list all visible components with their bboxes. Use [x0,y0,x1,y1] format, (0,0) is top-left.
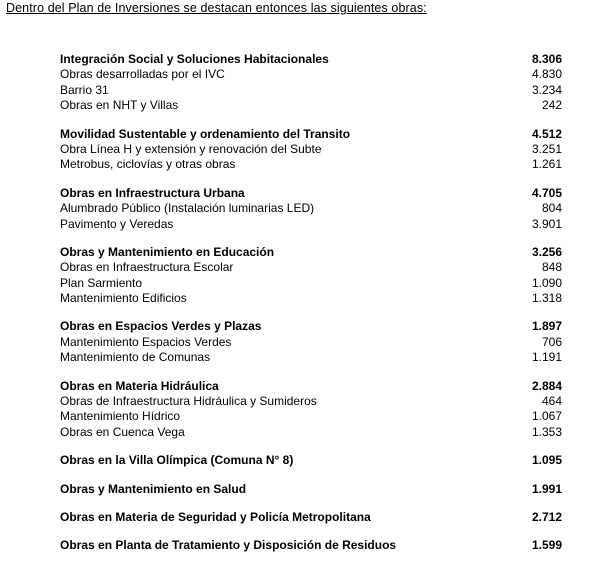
item-row [60,350,562,365]
group-total: 3.256 [531,244,562,259]
item-value: 1.318 [531,291,562,306]
group-title: Obras en Planta de Tratamiento y Disposición de Residuos [60,538,397,553]
works-group [60,482,562,497]
group-header-row [60,379,562,394]
item-label: Mantenimiento de Comunas [60,350,211,365]
group-title: Obras y Mantenimiento en Educación [60,244,275,259]
group-title: Obras en la Villa Olímpica (Comuna N° 8) [60,453,294,468]
group-total: 1.599 [531,538,562,553]
group-title: Obras en Materia de Seguridad y Policía Metropolitana [60,509,371,524]
group-header-row [60,510,562,525]
works-group [60,245,562,307]
item-value: 464 [541,394,562,409]
item-value: 1.261 [531,157,562,172]
item-value: 1.090 [531,275,562,290]
item-row [60,291,562,306]
item-label: Obras en NHT y Villas [60,98,179,113]
works-group [60,510,562,525]
item-label: Pavimento y Veredas [60,216,174,231]
group-header-row [60,482,562,497]
group-title: Obras en Espacios Verdes y Plazas [60,319,262,334]
item-row [60,201,562,216]
item-label: Mantenimiento Espacios Verdes [60,334,232,349]
item-label: Obra Línea H y extensión y renovación del Subte [60,141,322,156]
item-value: 706 [541,334,562,349]
item-label: Obras de Infraestructura Hidráulica y Sumideros [60,394,317,409]
works-group [60,538,562,553]
item-row [60,83,562,98]
item-value: 3.251 [531,141,562,156]
group-total: 2.884 [531,378,562,393]
works-table [60,52,562,567]
item-label: Metrobus, ciclovías y otras obras [60,157,236,172]
item-row [60,142,562,157]
item-value: 848 [541,260,562,275]
group-title: Movilidad Sustentable y ordenamiento del Transito [60,126,351,141]
works-group [60,379,562,441]
works-group [60,453,562,468]
group-header-row [60,245,562,260]
item-value: 3.901 [531,216,562,231]
group-total: 2.712 [531,509,562,524]
item-label: Obras en Infraestructura Escolar [60,260,234,275]
item-label: Obras en Cuenca Vega [60,424,185,439]
works-group [60,319,562,365]
group-header-row [60,127,562,142]
group-total: 1.897 [531,319,562,334]
item-row [60,335,562,350]
group-header-row [60,453,562,468]
item-row [60,260,562,275]
item-value: 1.067 [531,409,562,424]
group-total: 1.991 [531,481,562,496]
item-label: Barrio 31 [60,82,109,97]
item-row [60,409,562,424]
group-title: Integración Social y Soluciones Habitacionales [60,52,329,66]
item-label: Plan Sarmiento [60,275,143,290]
item-row [60,217,562,232]
group-total: 4.512 [531,126,562,141]
group-header-row [60,538,562,553]
group-header-row [60,186,562,201]
item-value: 1.191 [531,350,562,365]
item-label: Mantenimiento Edificios [60,291,187,306]
item-row [60,98,562,113]
group-total: 4.705 [531,185,562,200]
works-group [60,52,562,114]
item-value: 1.353 [531,424,562,439]
page-heading: Dentro del Plan de Inversiones se destacan entonces las siguientes obras: [6,1,427,15]
group-total: 1.095 [531,453,562,468]
item-row [60,157,562,172]
item-row [60,425,562,440]
group-total: 8.306 [531,52,562,66]
item-value: 4.830 [531,67,562,82]
works-group [60,186,562,232]
item-label: Alumbrado Público (Instalación luminarias LED) [60,201,315,216]
works-group [60,127,562,173]
item-row [60,394,562,409]
group-title: Obras en Materia Hidráulica [60,378,219,393]
group-header-row [60,319,562,334]
item-value: 3.234 [531,82,562,97]
item-value: 242 [541,98,562,113]
item-row [60,67,562,82]
item-row [60,276,562,291]
group-title: Obras en Infraestructura Urbana [60,185,245,200]
group-header-row [60,52,562,67]
item-label: Mantenimiento Hídrico [60,409,181,424]
item-value: 804 [541,201,562,216]
group-title: Obras y Mantenimiento en Salud [60,481,247,496]
item-label: Obras desarrolladas por el IVC [60,67,225,82]
